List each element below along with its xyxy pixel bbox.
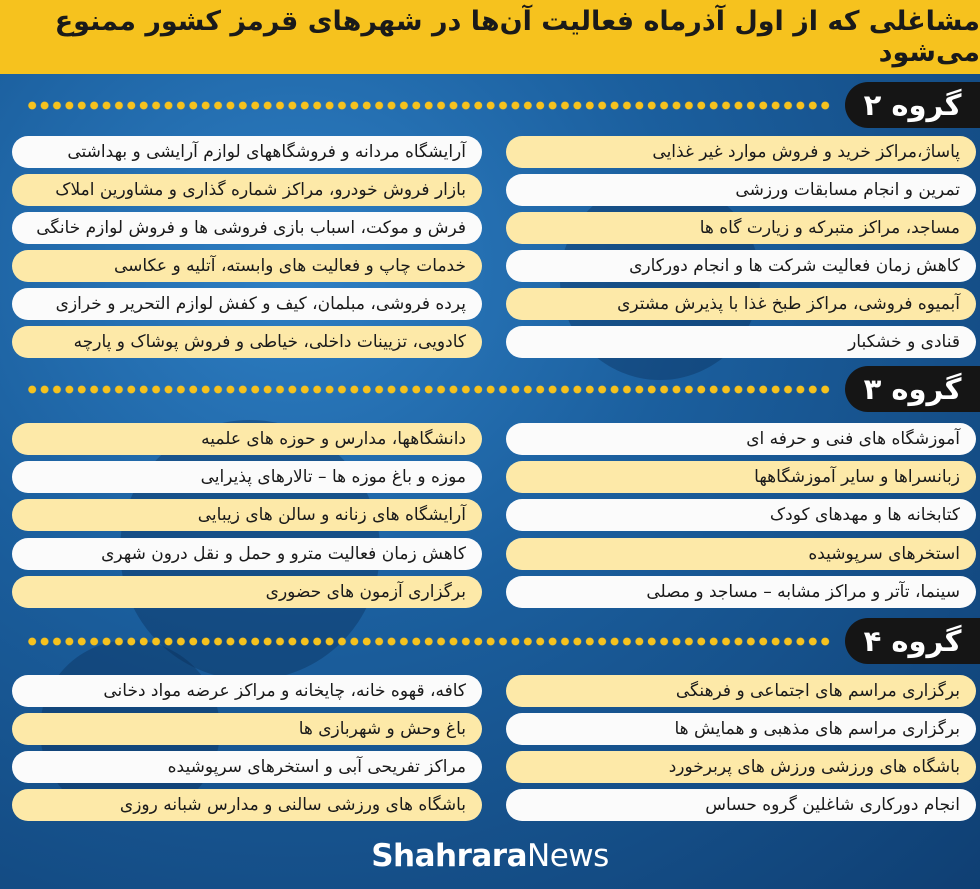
list-item: فرش و موکت، اسباب بازی فروشی ها و فروش لوازم خانگی <box>12 212 482 244</box>
list-item: خدمات چاپ و فعالیت های وابسته، آتلیه و عکاسی <box>12 250 482 282</box>
list-item: باشگاه های ورزشی ورزش های پربرخورد <box>506 751 976 783</box>
group-4-label: گروه ۴ <box>845 618 980 664</box>
list-item: آبمیوه فروشی، مراکز طبخ غذا با پذیرش مشتری <box>506 288 976 320</box>
list-item: کاهش زمان فعالیت شرکت ها و انجام دورکاری <box>506 250 976 282</box>
dotted-divider <box>26 101 831 110</box>
list-item: کتابخانه ها و مهدهای کودک <box>506 499 976 531</box>
list-item: مراکز تفریحی آبی و استخرهای سرپوشیده <box>12 751 482 783</box>
header-banner <box>0 0 980 74</box>
group-3-header <box>26 366 980 412</box>
list-item: برگزاری مراسم های مذهبی و همایش ها <box>506 713 976 745</box>
list-item: مساجد، مراکز متبرکه و زیارت گاه ها <box>506 212 976 244</box>
list-item: پاساژ،مراکز خرید و فروش موارد غیر غذایی <box>506 136 976 168</box>
dotted-divider <box>26 637 831 646</box>
page-title: مشاغلی که از اول آذرماه فعالیت آن‌ها در شهرهای قرمز کشور ممنوع می‌شود <box>54 6 980 68</box>
list-item: برگزاری مراسم های اجتماعی و فرهنگی <box>506 675 976 707</box>
group-3-label: گروه ۳ <box>845 366 980 412</box>
list-item: آموزشگاه های فنی و حرفه ای <box>506 423 976 455</box>
list-item: استخرهای سرپوشیده <box>506 538 976 570</box>
list-item: باشگاه های ورزشی سالنی و مدارس شبانه روزی <box>12 789 482 821</box>
list-item: آرایشگاه های زنانه و سالن های زیبایی <box>12 499 482 531</box>
list-item: بازار فروش خودرو، مراکز شماره گذاری و مشاورین املاک <box>12 174 482 206</box>
list-item: موزه و باغ موزه ها – تالارهای پذیرایی <box>12 461 482 493</box>
list-item: برگزاری آزمون های حضوری <box>12 576 482 608</box>
brand-logo-bold: Shahrara <box>371 838 528 874</box>
list-item: سینما، تآتر و مراکز مشابه – مساجد و مصلی <box>506 576 976 608</box>
list-item: کادویی، تزیینات داخلی، خیاطی و فروش پوشاک و پارچه <box>12 326 482 358</box>
list-item: تمرین و انجام مسابقات ورزشی <box>506 174 976 206</box>
group-2-header <box>26 82 980 128</box>
group-2-label: گروه ۲ <box>845 82 980 128</box>
list-item: پرده فروشی، مبلمان، کیف و کفش لوازم التحریر و خرازی <box>12 288 482 320</box>
footer <box>0 838 980 874</box>
list-item: زبانسراها و سایر آموزشگاهها <box>506 461 976 493</box>
list-item: آرایشگاه مردانه و فروشگاههای لوازم آرایشی و بهداشتی <box>12 136 482 168</box>
list-item: قنادی و خشکبار <box>506 326 976 358</box>
list-item: کافه، قهوه خانه، چایخانه و مراکز عرضه مواد دخانی <box>12 675 482 707</box>
brand-logo <box>371 838 609 874</box>
list-item: کاهش زمان فعالیت مترو و حمل و نقل درون شهری <box>12 538 482 570</box>
brand-logo-light: News <box>527 838 609 874</box>
group-4-header <box>26 618 980 664</box>
dotted-divider <box>26 385 831 394</box>
list-item: دانشگاهها، مدارس و حوزه های علمیه <box>12 423 482 455</box>
list-item: باغ وحش و شهربازی ها <box>12 713 482 745</box>
list-item: انجام دورکاری شاغلین گروه حساس <box>506 789 976 821</box>
